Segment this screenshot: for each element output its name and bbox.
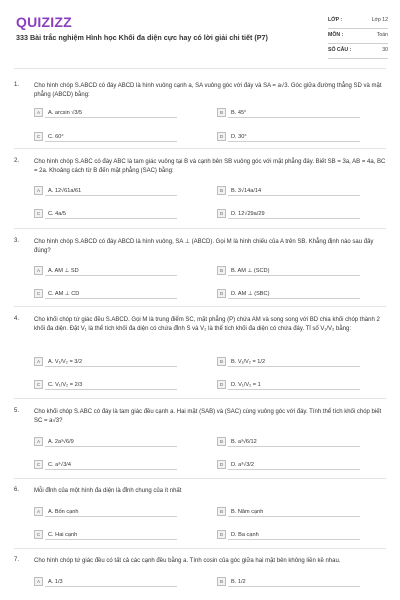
answer-line <box>228 298 360 299</box>
question-number: 7. <box>14 557 20 563</box>
option-letter-box: C <box>34 530 43 539</box>
option-text: A. Bốn cạnh <box>48 508 79 515</box>
option-letter-box: B <box>217 437 226 446</box>
option-text: A. V₁/V₂ = 3/2 <box>48 358 83 365</box>
option-letter-box: A <box>34 108 43 117</box>
option-letter-box: B <box>217 357 226 366</box>
answer-line <box>228 446 360 447</box>
meta-row-count <box>328 44 388 59</box>
meta-value: Lớp 12 <box>371 17 388 23</box>
option-text: B. Năm cạnh <box>231 508 264 515</box>
option-d[interactable] <box>217 289 367 301</box>
question-text: Mỗi đỉnh của một hình đa diện là đỉnh chung của ít nhất <box>34 488 182 494</box>
option-d[interactable] <box>217 209 367 221</box>
option-letter-box: A <box>34 266 43 275</box>
option-text: A. 12√61a/61 <box>48 187 82 194</box>
answer-line <box>45 366 177 367</box>
option-text: B. 45° <box>231 109 247 116</box>
meta-row-subject <box>328 29 388 44</box>
question-text: Cho hình chóp S.ABCD có đáy ABCD là hình vuông cạnh a, SA vuông góc với đáy và SA = a√3. Góc giữa đường thẳng SD và mặt phẳng (ABCD) bằng: <box>34 83 382 98</box>
divider <box>14 398 386 399</box>
answer-line <box>228 366 360 367</box>
meta-key: MÔN : <box>328 32 344 38</box>
option-text: A. 2a³√6/9 <box>48 438 74 445</box>
option-b[interactable] <box>217 266 367 278</box>
answer-line <box>228 141 360 142</box>
question-number: 2. <box>14 158 20 164</box>
option-text: D. Ba cạnh <box>231 531 259 538</box>
option-letter-box: C <box>34 380 43 389</box>
option-text: A. 1/3 <box>48 578 63 585</box>
option-c[interactable] <box>34 530 184 542</box>
question-number: 5. <box>14 408 20 414</box>
answer-line <box>228 586 360 587</box>
option-letter-box: C <box>34 132 43 141</box>
option-text: A. AM ⊥ SD <box>48 267 79 274</box>
question-number: 4. <box>14 316 20 322</box>
option-letter-box: D <box>217 460 226 469</box>
option-a[interactable] <box>34 108 184 120</box>
option-letter-box: A <box>34 357 43 366</box>
option-letter-box: B <box>217 577 226 586</box>
option-text: A. arcsin √3/5 <box>48 109 83 116</box>
question-text: Cho hình chóp tứ giác đều có tất cả các cạnh đều bằng a. Tính cosin của góc giữa hai mặt bên không liền kề nhau. <box>34 558 341 564</box>
question-number: 6. <box>14 487 20 493</box>
answer-line <box>228 218 360 219</box>
question-text: Cho khối chóp S.ABC có đáy là tam giác đều cạnh a. Hai mặt (SAB) và (SAC) cùng vuông góc với đáy. Tính thể tích khối chóp biết SC = a√3? <box>34 409 382 424</box>
answer-line <box>228 516 360 517</box>
option-text: B. AM ⊥ (SCD) <box>231 267 270 274</box>
answer-line <box>45 117 177 118</box>
answer-line <box>45 141 177 142</box>
option-letter-box: C <box>34 460 43 469</box>
option-letter-box: D <box>217 530 226 539</box>
answer-line <box>45 539 177 540</box>
divider <box>14 228 386 229</box>
answer-line <box>45 469 177 470</box>
page-header <box>0 0 400 62</box>
answer-line <box>228 117 360 118</box>
question-text: Cho hình chóp S.ABC có đáy ABC là tam giác vuông tại B và cạnh bên SB vuông góc với mặt phẳng đáy. Biết SB = 3a, AB = 4a, BC = 2a. Khoảng cách từ B đến mặt phẳng (SAC) bằng: <box>34 159 386 174</box>
option-text: D. 30° <box>231 133 247 140</box>
option-letter-box: A <box>34 437 43 446</box>
option-letter-box: B <box>217 266 226 275</box>
option-letter-box: D <box>217 380 226 389</box>
answer-line <box>228 195 360 196</box>
divider <box>14 306 386 307</box>
option-c[interactable] <box>34 289 184 301</box>
answer-line <box>45 218 177 219</box>
option-a[interactable] <box>34 357 184 369</box>
option-a[interactable] <box>34 577 184 589</box>
option-text: B. V₁/V₂ = 1/2 <box>231 358 266 365</box>
option-b[interactable] <box>217 186 367 198</box>
divider <box>14 68 386 69</box>
option-text: B. 3√14a/14 <box>231 187 262 194</box>
option-c[interactable] <box>34 209 184 221</box>
option-text: D. 12√29a/29 <box>231 210 265 217</box>
answer-line <box>45 516 177 517</box>
divider <box>14 548 386 549</box>
answer-line <box>45 446 177 447</box>
option-text: D. AM ⊥ (SBC) <box>231 290 270 297</box>
divider <box>14 148 386 149</box>
option-d[interactable] <box>217 132 367 144</box>
meta-key: SỐ CÂU : <box>328 47 352 53</box>
answer-line <box>228 389 360 390</box>
option-text: D. a³√3/2 <box>231 461 254 468</box>
page-title: 333 Bài trắc nghiệm Hình học Khối đa diện cực hay có lời giải chi tiết (P7) <box>16 33 268 42</box>
option-text: C. V₁/V₂ = 2/3 <box>48 381 83 388</box>
option-text: C. 60° <box>48 133 64 140</box>
option-text: C. 4a/5 <box>48 210 67 217</box>
option-letter-box: D <box>217 289 226 298</box>
answer-line <box>45 389 177 390</box>
meta-key: LỚP : <box>328 17 343 23</box>
option-letter-box: A <box>34 507 43 516</box>
option-b[interactable] <box>217 357 367 369</box>
option-a[interactable] <box>34 437 184 449</box>
option-c[interactable] <box>34 380 184 392</box>
meta-row-class <box>328 14 388 29</box>
option-letter-box: C <box>34 289 43 298</box>
option-b[interactable] <box>217 108 367 120</box>
option-text: C. Hai cạnh <box>48 531 78 538</box>
option-letter-box: A <box>34 186 43 195</box>
divider <box>14 478 386 479</box>
answer-line <box>45 298 177 299</box>
answer-line <box>45 195 177 196</box>
option-letter-box: B <box>217 507 226 516</box>
option-b[interactable] <box>217 577 367 589</box>
answer-line <box>45 586 177 587</box>
option-text: C. AM ⊥ CD <box>48 290 80 297</box>
meta-value: 30 <box>382 47 388 53</box>
option-text: B. a³√6/12 <box>231 438 257 445</box>
quizizz-logo: QUIZIZZ <box>16 14 72 30</box>
option-d[interactable] <box>217 530 367 542</box>
option-letter-box: A <box>34 577 43 586</box>
option-b[interactable] <box>217 507 367 519</box>
meta-table <box>328 14 388 59</box>
option-text: C. a³√3/4 <box>48 461 71 468</box>
question-number: 3. <box>14 238 20 244</box>
option-text: D. V₁/V₂ = 1 <box>231 381 261 388</box>
meta-value: Toán <box>376 32 388 38</box>
option-d[interactable] <box>217 460 367 472</box>
option-letter-box: C <box>34 209 43 218</box>
option-c[interactable] <box>34 460 184 472</box>
question-text: Cho khối chóp tứ giác đều S.ABCD. Gọi M là trung điểm SC, mặt phẳng (P) chứa AM và song song với BD chia khối chóp thành 2 khối đa diện. Đặt V₁ là thể tích khối đa diện có chứa đỉnh S và V₂ là thể tích khối đa diện có chứa đáy. Tỉ số V₁/V₂ bằng: <box>34 317 380 332</box>
answer-line <box>228 275 360 276</box>
question-number: 1. <box>14 82 20 88</box>
answer-line <box>45 275 177 276</box>
option-letter-box: D <box>217 132 226 141</box>
option-c[interactable] <box>34 132 184 144</box>
option-a[interactable] <box>34 507 184 519</box>
answer-line <box>228 539 360 540</box>
option-letter-box: B <box>217 186 226 195</box>
option-a[interactable] <box>34 266 184 278</box>
option-d[interactable] <box>217 380 367 392</box>
option-text: B. 1/2 <box>231 578 246 585</box>
question-text: Cho hình chóp S.ABCD có đáy ABCD là hình vuông, SA ⊥ (ABCD). Gọi M là hình chiếu của A trên SB. Khẳng định nào sau đây đúng? <box>34 239 374 254</box>
option-letter-box: D <box>217 209 226 218</box>
option-letter-box: B <box>217 108 226 117</box>
option-b[interactable] <box>217 437 367 449</box>
answer-line <box>228 469 360 470</box>
option-a[interactable] <box>34 186 184 198</box>
